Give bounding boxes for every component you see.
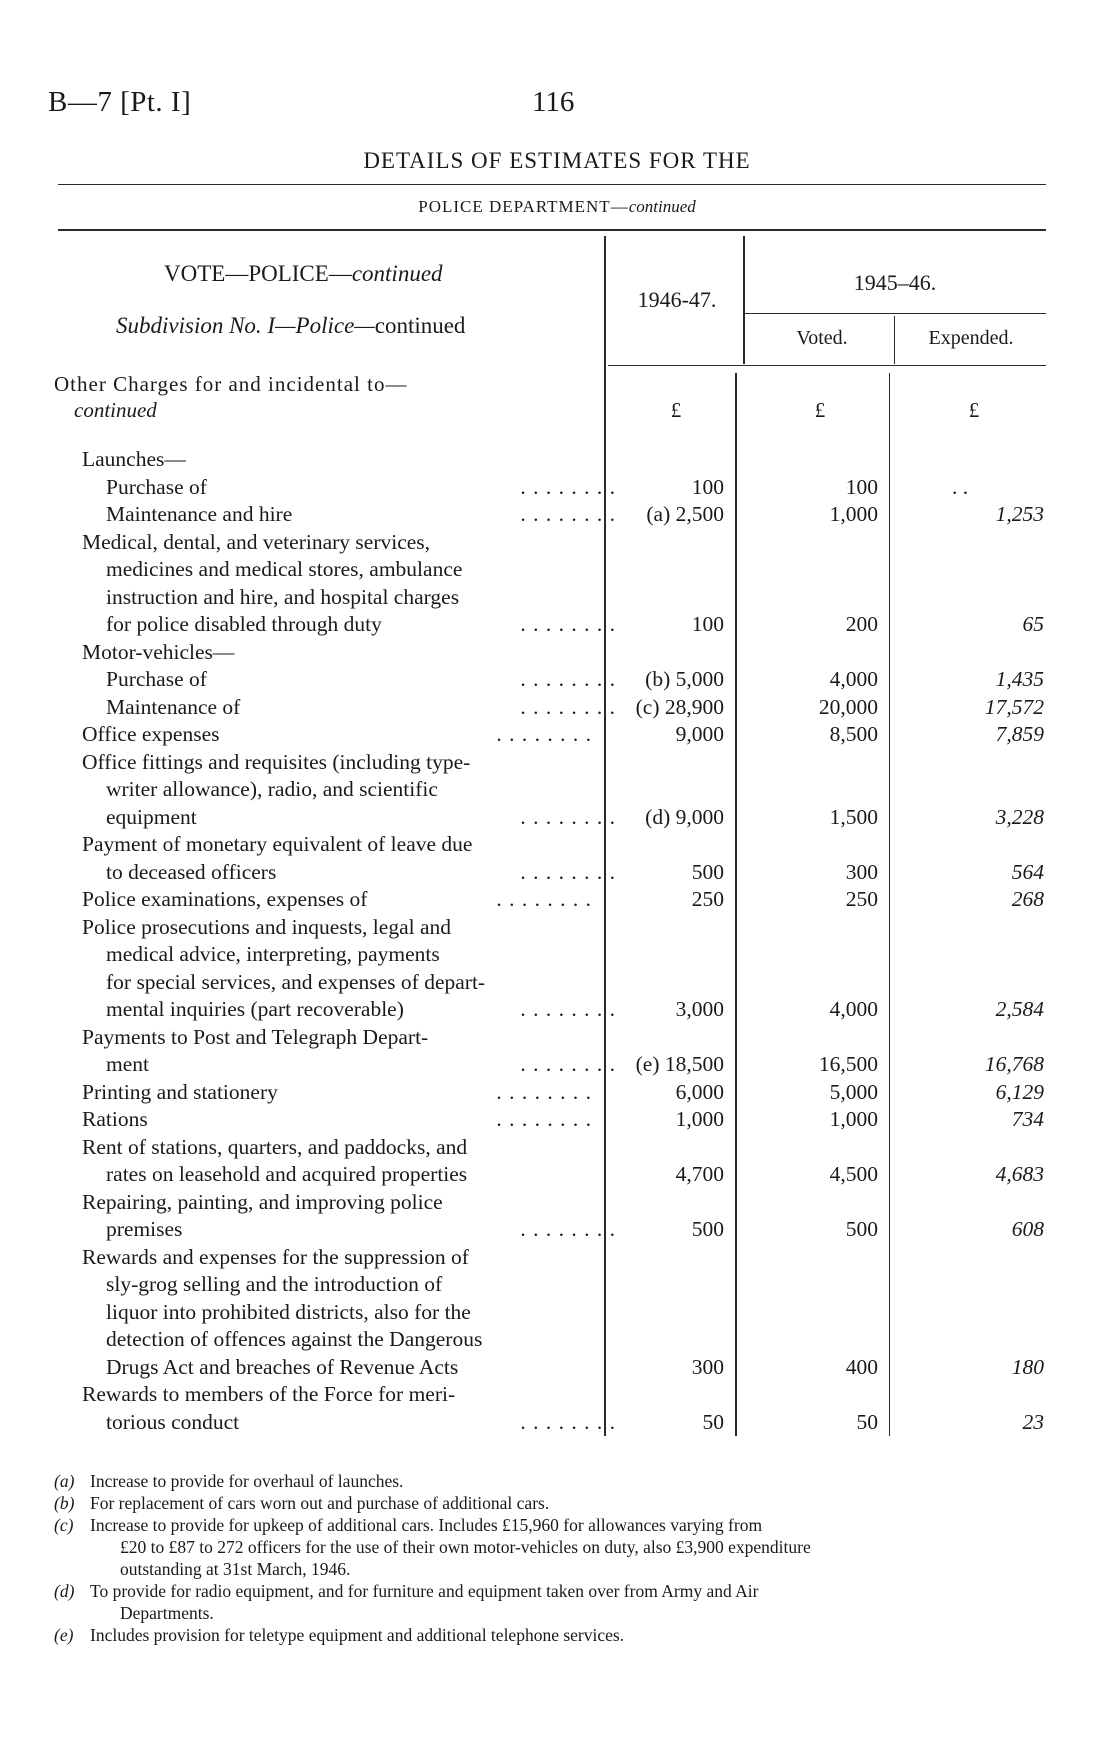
voted-value: 50	[856, 1409, 878, 1434]
item-text: for special services, and expenses of depart-	[106, 969, 486, 994]
item-text: Repairing, painting, and improving police	[82, 1189, 443, 1214]
item-line	[82, 1244, 592, 1272]
item-line	[82, 1134, 592, 1162]
item-text: Police examinations, expenses of	[82, 887, 368, 911]
leader-dots: . . . . . . . .	[520, 1217, 616, 1241]
expended-value: 1,253	[995, 502, 1044, 526]
item-line	[82, 1299, 616, 1327]
expended-value: 6,129	[995, 1079, 1044, 1104]
expended-value: 16,768	[984, 1052, 1044, 1076]
item-text: Police prosecutions and inquests, legal and	[82, 914, 452, 939]
footnote-mark: (e)	[54, 1625, 74, 1645]
estimate-value: 100	[691, 612, 724, 636]
estimate-value: (d) 9,000	[645, 804, 724, 829]
footnote-text: To provide for radio equipment, and for furniture and equipment taken over from Army and Air	[90, 1581, 759, 1601]
item-line	[82, 1106, 592, 1134]
leader-dots: . . . . . . . .	[520, 804, 616, 829]
item-line	[82, 529, 592, 557]
estimate-value: 50	[702, 1409, 724, 1434]
item-text: sly-grog selling and the introduction of	[106, 1272, 443, 1296]
item-line	[82, 859, 616, 887]
leader-dots: . . . . . . . .	[496, 1107, 592, 1131]
column-divider-estimate-body	[735, 373, 737, 1436]
expended-value: 23	[1022, 1409, 1044, 1434]
voted-value: 16,500	[818, 1052, 878, 1076]
item-text: Rent of stations, quarters, and paddocks, and	[82, 1134, 468, 1159]
voted-value: 1,000	[829, 1107, 878, 1131]
leader-dots: . . . . . . . .	[520, 859, 616, 884]
column-header-expended: Expended.	[928, 327, 1014, 349]
footnote-text: Increase to provide for upkeep of additional cars. Includes £15,960 for allowances varying from	[90, 1515, 763, 1535]
column-divider-voted-body	[889, 373, 890, 1436]
leader-dots: . . . . . . . .	[520, 997, 616, 1021]
item-line	[82, 446, 592, 474]
item-line	[82, 914, 592, 942]
year-header-underline	[745, 313, 1046, 314]
voted-value: 200	[845, 612, 878, 636]
expended-value: 2,584	[995, 997, 1044, 1021]
item-text: Office expenses	[82, 722, 220, 746]
leader-dots: . . . . . . . .	[520, 612, 616, 636]
item-text: instruction and hire, and hospital charges	[106, 584, 460, 609]
item-text: Drugs Act and breaches of Revenue Acts	[106, 1354, 459, 1379]
item-text: torious conduct	[106, 1409, 240, 1434]
item-line	[82, 556, 616, 584]
footnote-text: Includes provision for teletype equipment and additional telephone services.	[90, 1625, 625, 1645]
footnote-text: Departments.	[120, 1603, 214, 1623]
item-text: medical advice, interpreting, payments	[106, 942, 440, 966]
item-text: Payment of monetary equivalent of leave due	[82, 832, 473, 856]
estimate-value: (c) 28,900	[635, 694, 724, 719]
estimate-value: 100	[691, 474, 724, 499]
item-line	[82, 996, 616, 1024]
voted-value: 250	[845, 887, 878, 911]
estimate-value: 3,000	[675, 997, 724, 1021]
item-text: mental inquiries (part recoverable)	[106, 997, 404, 1021]
item-line	[82, 1381, 592, 1409]
item-line	[82, 831, 592, 859]
footnote-mark: (a)	[54, 1471, 75, 1491]
item-text: medicines and medical stores, ambulance	[106, 557, 463, 581]
estimate-value: 6,000	[675, 1079, 724, 1104]
subdivision-heading	[116, 313, 465, 339]
voted-value: 1,000	[829, 502, 878, 526]
item-text: ment	[106, 1052, 149, 1076]
column-divider-estimate	[743, 236, 745, 364]
estimate-value: 500	[691, 859, 724, 884]
expended-value: 564	[1011, 859, 1044, 884]
leader-dots: . . . . . . . .	[520, 694, 616, 719]
page-number: 116	[532, 86, 575, 118]
item-text: Maintenance and hire	[106, 502, 293, 526]
item-text: Printing and stationery	[82, 1079, 278, 1104]
item-text: Medical, dental, and veterinary services,	[82, 529, 431, 554]
item-text: for police disabled through duty	[106, 612, 382, 636]
estimate-value: (a) 2,500	[646, 502, 724, 526]
item-line	[82, 1079, 592, 1107]
leader-dots: . . . . . . . .	[520, 502, 616, 526]
expended-value: 7,859	[995, 722, 1044, 746]
voted-value: 4,000	[829, 997, 878, 1021]
item-text: Rewards and expenses for the suppression of	[82, 1244, 469, 1269]
item-text: premises	[106, 1217, 183, 1241]
footnote-text: For replacement of cars worn out and purchase of additional cars.	[90, 1493, 550, 1513]
item-text: Maintenance of	[106, 694, 241, 719]
footnote-text: outstanding at 31st March, 1946.	[120, 1559, 351, 1579]
charges-heading	[54, 372, 407, 397]
item-line	[82, 1161, 616, 1189]
item-line	[82, 1354, 616, 1382]
footnote-mark: (d)	[54, 1581, 75, 1601]
expended-value: 734	[1011, 1107, 1044, 1131]
subtitle-main: POLICE DEPARTMENT—	[418, 197, 629, 216]
vote-heading-continued: continued	[351, 261, 443, 286]
item-line	[82, 584, 616, 612]
expended-value: 65	[1022, 612, 1044, 636]
item-line	[82, 1024, 592, 1052]
leader-dots: . . . . . . . .	[496, 887, 592, 911]
item-text: equipment	[106, 804, 197, 829]
item-text: detection of offences against the Dangerous	[106, 1327, 483, 1351]
item-line	[82, 1409, 616, 1437]
leader-dots: . . . . . . . .	[520, 474, 616, 499]
estimate-value: 1,000	[675, 1107, 724, 1131]
estimate-value: 4,700	[675, 1162, 724, 1186]
item-line	[82, 1271, 616, 1299]
column-divider-label	[604, 236, 606, 1436]
voted-value: 5,000	[829, 1079, 878, 1104]
estimate-value: 300	[691, 1354, 724, 1379]
voted-value: 1,500	[829, 804, 878, 829]
column-divider-voted	[894, 316, 895, 364]
column-header-1945-46: 1945–46.	[853, 270, 937, 295]
voted-value: 8,500	[829, 722, 878, 746]
leader-dots: . . . . . . . .	[520, 667, 616, 691]
page-subtitle	[0, 197, 1114, 217]
expended-value: 4,683	[995, 1162, 1044, 1186]
voted-value: 400	[845, 1354, 878, 1379]
item-line	[82, 694, 616, 722]
item-line	[82, 776, 616, 804]
leader-dots: . . . . . . . .	[520, 1052, 616, 1076]
item-line	[82, 474, 616, 502]
estimate-value: (e) 18,500	[635, 1052, 724, 1076]
item-text: writer allowance), radio, and scientific	[106, 777, 438, 801]
subdivision-heading-main: Subdivision No. I—Police—	[116, 313, 375, 338]
item-text: Purchase of	[106, 667, 207, 691]
column-header-bottom-rule	[608, 365, 1046, 366]
item-text: rates on leasehold and acquired properties	[106, 1162, 468, 1186]
column-header-1946-47: 1946-47.	[637, 287, 717, 312]
item-line	[82, 611, 616, 639]
voted-value: 20,000	[818, 694, 878, 719]
expended-value: 180	[1011, 1354, 1044, 1379]
footnote-mark: (c)	[54, 1515, 74, 1535]
page-title: DETAILS OF ESTIMATES FOR THE	[363, 148, 751, 173]
document-reference: B—7 [Pt. I]	[48, 86, 192, 118]
leader-dots: . . . . . . . .	[496, 722, 592, 746]
charges-heading-continued: continued	[74, 398, 157, 422]
estimate-value: 250	[691, 887, 724, 911]
subdivision-heading-continued: continued	[374, 313, 466, 338]
vote-heading-main: VOTE—POLICE—	[164, 261, 352, 286]
voted-value: 4,000	[829, 667, 878, 691]
item-text: Launches—	[82, 447, 186, 471]
item-line	[82, 721, 592, 749]
expended-value: 608	[1011, 1217, 1044, 1241]
currency-voted: £	[814, 398, 826, 422]
item-line	[82, 1326, 616, 1354]
charges-heading-main: Other Charges for and incidental to—	[54, 372, 408, 396]
item-text: to deceased officers	[106, 859, 277, 884]
currency-estimate: £	[670, 398, 682, 422]
voted-value: 100	[845, 474, 878, 499]
expended-value: . .	[951, 474, 969, 499]
item-text: Rewards to members of the Force for meri-	[82, 1382, 456, 1406]
voted-value: 4,500	[829, 1162, 878, 1186]
item-text: Payments to Post and Telegraph Depart-	[82, 1024, 429, 1049]
item-text: liquor into prohibited districts, also for the	[106, 1299, 471, 1324]
item-line	[82, 639, 592, 667]
title-divider	[58, 184, 1046, 185]
footnote-text: Increase to provide for overhaul of launches.	[90, 1471, 404, 1491]
item-line	[82, 886, 592, 914]
voted-value: 300	[845, 859, 878, 884]
item-text: Purchase of	[106, 474, 207, 499]
item-line	[82, 666, 616, 694]
item-line	[82, 501, 616, 529]
vote-heading	[164, 261, 443, 287]
item-line	[82, 1189, 592, 1217]
item-line	[82, 969, 616, 997]
expended-value: 1,435	[995, 667, 1044, 691]
expended-value: 17,572	[984, 694, 1044, 719]
estimate-value: 9,000	[675, 722, 724, 746]
expended-value: 3,228	[995, 804, 1044, 829]
estimate-value: (b) 5,000	[645, 667, 724, 691]
item-line	[82, 749, 592, 777]
subtitle-continued: continued	[628, 197, 696, 216]
item-line	[82, 1216, 616, 1244]
currency-expended: £	[968, 398, 980, 422]
column-header-voted: Voted.	[796, 327, 848, 349]
item-line	[82, 804, 616, 832]
leader-dots: . . . . . . . .	[496, 1079, 592, 1104]
voted-value: 500	[845, 1217, 878, 1241]
footnote-mark: (b)	[54, 1493, 75, 1513]
item-text: Motor-vehicles—	[82, 639, 235, 664]
item-text: Rations	[82, 1107, 148, 1131]
item-line	[82, 1051, 616, 1079]
item-text: Office fittings and requisites (including type-	[82, 749, 471, 774]
footnote-text: £20 to £87 to 272 officers for the use of their own motor-vehicles on duty, also £3,900 expenditure	[120, 1537, 811, 1557]
item-line	[82, 941, 616, 969]
leader-dots: . . . . . . . .	[520, 1409, 616, 1434]
expended-value: 268	[1011, 887, 1044, 911]
subtitle-divider	[58, 229, 1046, 231]
estimate-value: 500	[691, 1217, 724, 1241]
